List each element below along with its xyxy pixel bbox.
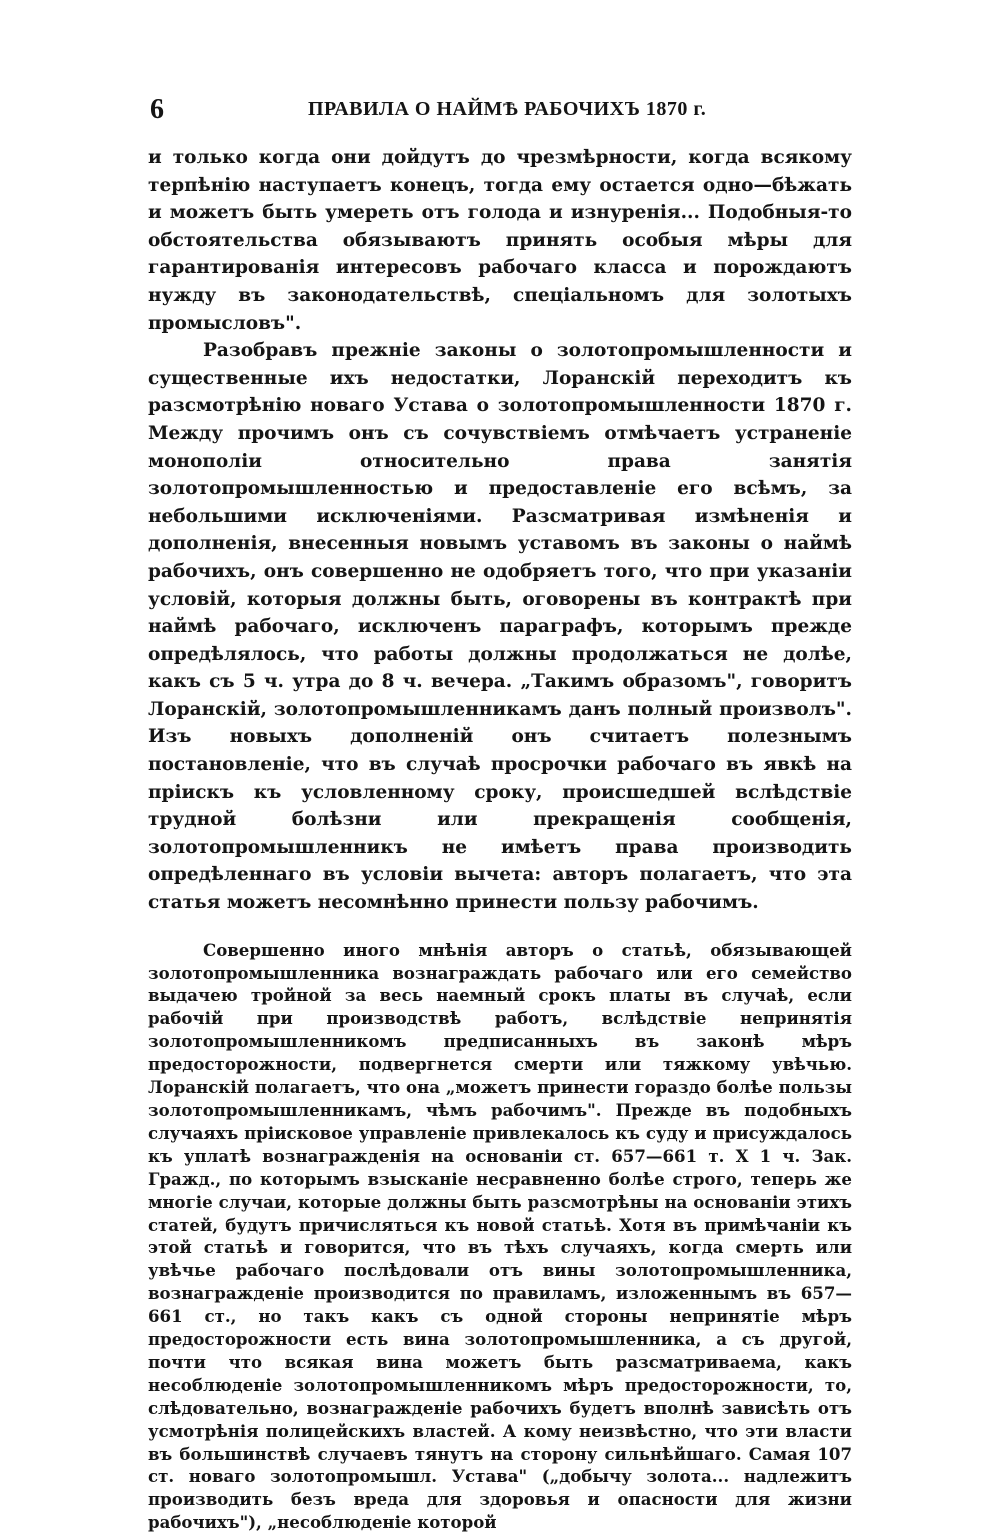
running-title: ПРАВИЛА О НАЙМѢ РАБОЧИХЪ 1870 г. bbox=[308, 98, 707, 120]
book-page bbox=[148, 92, 852, 1534]
page-number: 6 bbox=[150, 94, 164, 125]
small-print-block bbox=[148, 939, 852, 1534]
paragraph-1: и только когда они дойдутъ до чрезмѣрности, когда всякому терпѣнію наступаетъ конецъ, тогда ему остается одно—бѣжать и можетъ быть умереть отъ голода и изнуренія... Подобныя-то обстоятельства обязываютъ принять особыя мѣры для гарантированія интересовъ рабочаго класса и порождаютъ нужду въ законодательствѣ, спеціальномъ для золотыхъ промысловъ". bbox=[148, 147, 852, 334]
paragraph-2: Разобравъ прежніе законы о золотопромышленности и существенные ихъ недостатки, Лоранскій переходитъ къ разсмотрѣнію новаго Устава о золотопромышленности 1870 г. Между прочимъ онъ съ сочувствіемъ отмѣчаетъ устраненіе монополіи относительно права занятія золотопромышленностью и предоставленіе его всѣмъ, за небольшими исключеніями. Разсматривая измѣненія и дополненія, внесенныя новымъ уставомъ въ законы о наймѣ рабочихъ, онъ совершенно не одобряетъ того, что при указаніи условій, которыя должны быть, оговорены въ контрактѣ при наймѣ рабочаго, исключенъ параграфъ, которымъ прежде опредѣлялось, что работы должны продолжаться не долѣе, какъ съ 5 ч. утра до 8 ч. вечера. „Такимъ образомъ", говоритъ Лоранскій, золотопромышленникамъ данъ полный произволъ". Изъ новыхъ дополненій онъ считаетъ полезнымъ постановленіе, что въ случаѣ просрочки рабочаго въ явкѣ на пріискъ къ условленному сроку, происшедшей вслѣдствіе трудной болѣзни или прекращенія сообщенія, золотопромышленникъ не имѣетъ права производить опредѣленнаго въ условіи вычета: авторъ полагаетъ, что эта статья можетъ несомнѣнно принести пользу рабочимъ. bbox=[148, 340, 852, 914]
main-text-block bbox=[148, 144, 852, 917]
page-header bbox=[148, 92, 852, 132]
paragraph-3: Совершенно иного мнѣнія авторъ о статьѣ, обязывающей золотопромышленника вознаграждать рабочаго или его семейство выдачею тройной за весь наемный срокъ платы въ случаѣ, если рабочій при производствѣ работъ, вслѣдствіе непринятія золотопромышленникомъ предписанныхъ въ законѣ мѣръ предосторожности, подвергнется смерти или тяжкому увѣчью. Лоранскій полагаетъ, что она „можетъ принести гораздо болѣе пользы золотопромышленникамъ, чѣмъ рабочимъ". Прежде въ подобныхъ случаяхъ пріисковое управленіе привлекалось къ суду и присуждалось къ уплатѣ вознагражденія на основаніи ст. 657—661 т. X 1 ч. Зак. Гражд., по которымъ взысканіе несравненно болѣе строго, теперь же многіе случаи, которые должны быть разсмотрѣны на основаніи этихъ статей, будутъ причисляться къ новой статьѣ. Хотя въ примѣчаніи къ этой статьѣ и говорится, что въ тѣхъ случаяхъ, когда смерть или увѣчье рабочаго послѣдовали отъ вины золотопромышленника, вознагражденіе производится по правиламъ, изложеннымъ въ 657—661 ст., но такъ какъ съ одной стороны непринятіе мѣръ предосторожности есть вина золотопромышленника, а съ другой, почти что всякая вина можетъ быть разсматриваема, какъ несоблюденіе золотопромышленникомъ мѣръ предосторожности, то, слѣдовательно, вознагражденіе рабочихъ будетъ вполнѣ зависѣть отъ усмотрѣнія полицейскихъ властей. А кому неизвѣстно, что эти власти въ большинствѣ случаевъ тянутъ на сторону сильнѣйшаго. Самая 107 ст. новаго золотопромышл. Устава" („добычу золота... надлежитъ производить безъ вреда для здоровья и опасности для жизни рабочихъ"), „несоблюденіе которой bbox=[148, 939, 852, 1533]
